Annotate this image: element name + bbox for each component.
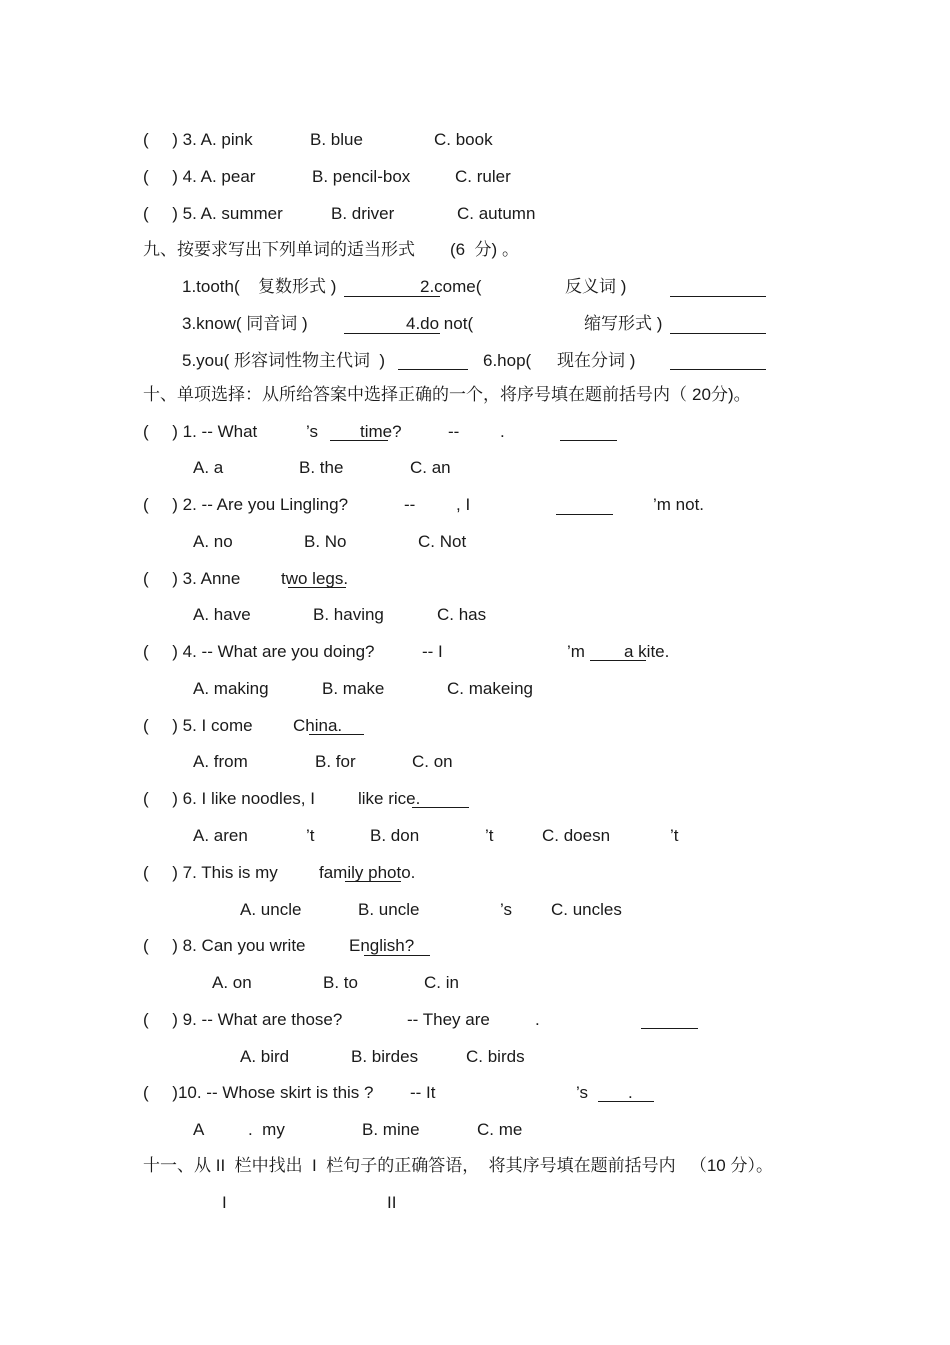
text-line-14-seg-1: A. have (193, 605, 251, 624)
text-line-3-seg-1: ( ) 5. A. summer (143, 204, 283, 223)
text-line-22-seg-2: B. uncle (358, 900, 420, 919)
text-line-21-seg-1: ( ) 7. This is my (143, 863, 278, 882)
text-line-26-seg-2: B. birdes (351, 1047, 419, 1066)
answer-blank-11[interactable] (590, 660, 646, 661)
text-line-22-seg-1: A. uncle (240, 900, 302, 919)
text-line-2-seg-3: C. ruler (455, 167, 511, 186)
text-line-12-seg-3: C. Not (418, 532, 467, 551)
text-line-9-seg-1: ( ) 1. -- What (143, 422, 258, 441)
answer-blank-16[interactable] (641, 1028, 698, 1029)
answer-blank-1[interactable] (344, 296, 440, 297)
text-line-10-seg-2: B. the (299, 458, 344, 477)
text-line-19-seg-2: like rice. (358, 789, 421, 808)
text-line-20-seg-2: ’t (306, 826, 315, 845)
text-line-3-seg-3: C. autumn (457, 204, 536, 223)
text-line-7-seg-1: 5.you( 形容词性物主代词 ) (182, 351, 386, 370)
text-line-1-seg-3: C. book (434, 130, 493, 149)
text-line-9-seg-4: -- (448, 422, 460, 441)
text-line-16-seg-3: C. makeing (447, 679, 533, 698)
answer-blank-8[interactable] (560, 440, 617, 441)
text-line-27-seg-3: ’s (576, 1083, 588, 1102)
answer-blank-13[interactable] (412, 807, 469, 808)
text-line-6-seg-1: 3.know( 同音词 ) (182, 314, 308, 333)
text-line-18-seg-2: B. for (315, 752, 356, 771)
text-line-12-seg-1: A. no (193, 532, 233, 551)
text-line-13-seg-1: ( ) 3. Anne (143, 569, 241, 588)
text-line-28-seg-3: B. mine (362, 1120, 420, 1139)
text-line-4-seg-2: (6 分) 。 (450, 240, 519, 259)
text-line-25-seg-1: ( ) 9. -- What are those? (143, 1010, 343, 1029)
text-line-11-seg-3: , I (456, 495, 471, 514)
text-line-11-seg-1: ( ) 2. -- Are you Lingling? (143, 495, 349, 514)
text-line-9-seg-5: . (500, 422, 505, 441)
text-line-20-seg-6: ’t (670, 826, 679, 845)
text-line-30-seg-1: I (222, 1193, 227, 1212)
text-line-24-seg-1: A. on (212, 973, 252, 992)
text-line-8-seg-2: 20 (692, 385, 711, 404)
text-line-6-seg-2: 4.do not( (406, 314, 474, 333)
text-line-26-seg-3: C. birds (466, 1047, 525, 1066)
answer-blank-2[interactable] (670, 296, 766, 297)
text-line-3-seg-2: B. driver (331, 204, 395, 223)
text-line-27-seg-1: ( )10. -- Whose skirt is this ? (143, 1083, 374, 1102)
text-line-5-seg-3: 2.come( (420, 277, 482, 296)
text-line-30-seg-2: II (387, 1193, 397, 1212)
text-line-24-seg-3: C. in (424, 973, 459, 992)
text-line-18-seg-3: C. on (412, 752, 453, 771)
text-line-8-seg-3: 分)。 (711, 385, 751, 404)
text-line-5-seg-1: 1.tooth( (182, 277, 240, 296)
answer-blank-15[interactable] (364, 955, 430, 956)
text-line-7-seg-3: 现在分词 ) (557, 351, 636, 370)
answer-blank-7[interactable] (330, 440, 388, 441)
text-line-10-seg-3: C. an (410, 458, 451, 477)
text-line-5-seg-2: 复数形式 ) (258, 277, 337, 296)
text-line-22-seg-4: C. uncles (551, 900, 622, 919)
answer-blank-14[interactable] (345, 881, 401, 882)
text-line-17-seg-1: ( ) 5. I come (143, 716, 253, 735)
text-line-2-seg-1: ( ) 4. A. pear (143, 167, 256, 186)
text-line-2-seg-2: B. pencil-box (312, 167, 411, 186)
text-line-15-seg-4: a kite. (624, 642, 670, 661)
answer-blank-5[interactable] (398, 369, 468, 370)
text-line-12-seg-2: B. No (304, 532, 347, 551)
text-line-13-seg-2: two legs. (281, 569, 349, 588)
answer-blank-10[interactable] (288, 587, 346, 588)
text-line-27-seg-4: . (628, 1083, 633, 1102)
text-line-26-seg-1: A. bird (240, 1047, 290, 1066)
text-line-20-seg-5: C. doesn (542, 826, 611, 845)
text-line-25-seg-3: . (535, 1010, 540, 1029)
text-line-28-seg-4: C. me (477, 1120, 523, 1139)
text-line-14-seg-3: C. has (437, 605, 487, 624)
text-line-8-seg-1: 十、单项选择：从所给答案中选择正确的一个，将序号填在题前括号内（ (143, 385, 687, 404)
text-line-28-seg-1: A (193, 1120, 205, 1139)
text-line-1-seg-2: B. blue (310, 130, 363, 149)
text-line-11-seg-4: ’m not. (653, 495, 705, 514)
text-line-7-seg-2: 6.hop( (483, 351, 532, 370)
text-line-14-seg-2: B. having (313, 605, 384, 624)
answer-blank-4[interactable] (670, 333, 766, 334)
text-line-28-seg-2: . my (248, 1120, 285, 1139)
text-line-10-seg-1: A. a (193, 458, 224, 477)
text-line-18-seg-1: A. from (193, 752, 248, 771)
text-line-27-seg-2: -- It (410, 1083, 436, 1102)
text-line-22-seg-3: ’s (500, 900, 512, 919)
text-line-25-seg-2: -- They are (407, 1010, 490, 1029)
text-line-9-seg-2: ’s (306, 422, 318, 441)
text-line-21-seg-2: family photo. (319, 863, 416, 882)
text-line-23-seg-2: English? (349, 936, 415, 955)
text-line-4-seg-1: 九、按要求写出下列单词的适当形式 (143, 240, 415, 259)
text-line-11-seg-2: -- (404, 495, 416, 514)
text-line-6-seg-3: 缩写形式 ) (584, 314, 663, 333)
text-line-9-seg-3: time? (360, 422, 402, 441)
answer-blank-3[interactable] (344, 333, 440, 334)
text-line-16-seg-2: B. make (322, 679, 385, 698)
answer-blank-6[interactable] (670, 369, 766, 370)
text-line-23-seg-1: ( ) 8. Can you write (143, 936, 306, 955)
text-line-19-seg-1: ( ) 6. I like noodles, I (143, 789, 315, 808)
answer-blank-9[interactable] (556, 514, 613, 515)
text-line-20-seg-4: ’t (485, 826, 494, 845)
text-line-15-seg-2: -- I (422, 642, 443, 661)
text-line-17-seg-2: China. (293, 716, 343, 735)
answer-blank-12[interactable] (309, 734, 364, 735)
text-line-16-seg-1: A. making (193, 679, 269, 698)
text-line-15-seg-3: ’m (567, 642, 585, 661)
text-line-1-seg-1: ( ) 3. A. pink (143, 130, 253, 149)
text-line-29-seg-1: 十一、从 II 栏中找出 I 栏句子的正确答语， 将其序号填在题前括号内 （10 分）。 (143, 1156, 773, 1175)
text-line-20-seg-3: B. don (370, 826, 420, 845)
text-line-5-seg-4: 反义词 ) (565, 277, 627, 296)
text-line-24-seg-2: B. to (323, 973, 358, 992)
text-line-20-seg-1: A. aren (193, 826, 248, 845)
text-line-15-seg-1: ( ) 4. -- What are you doing? (143, 642, 375, 661)
answer-blank-17[interactable] (598, 1101, 654, 1102)
